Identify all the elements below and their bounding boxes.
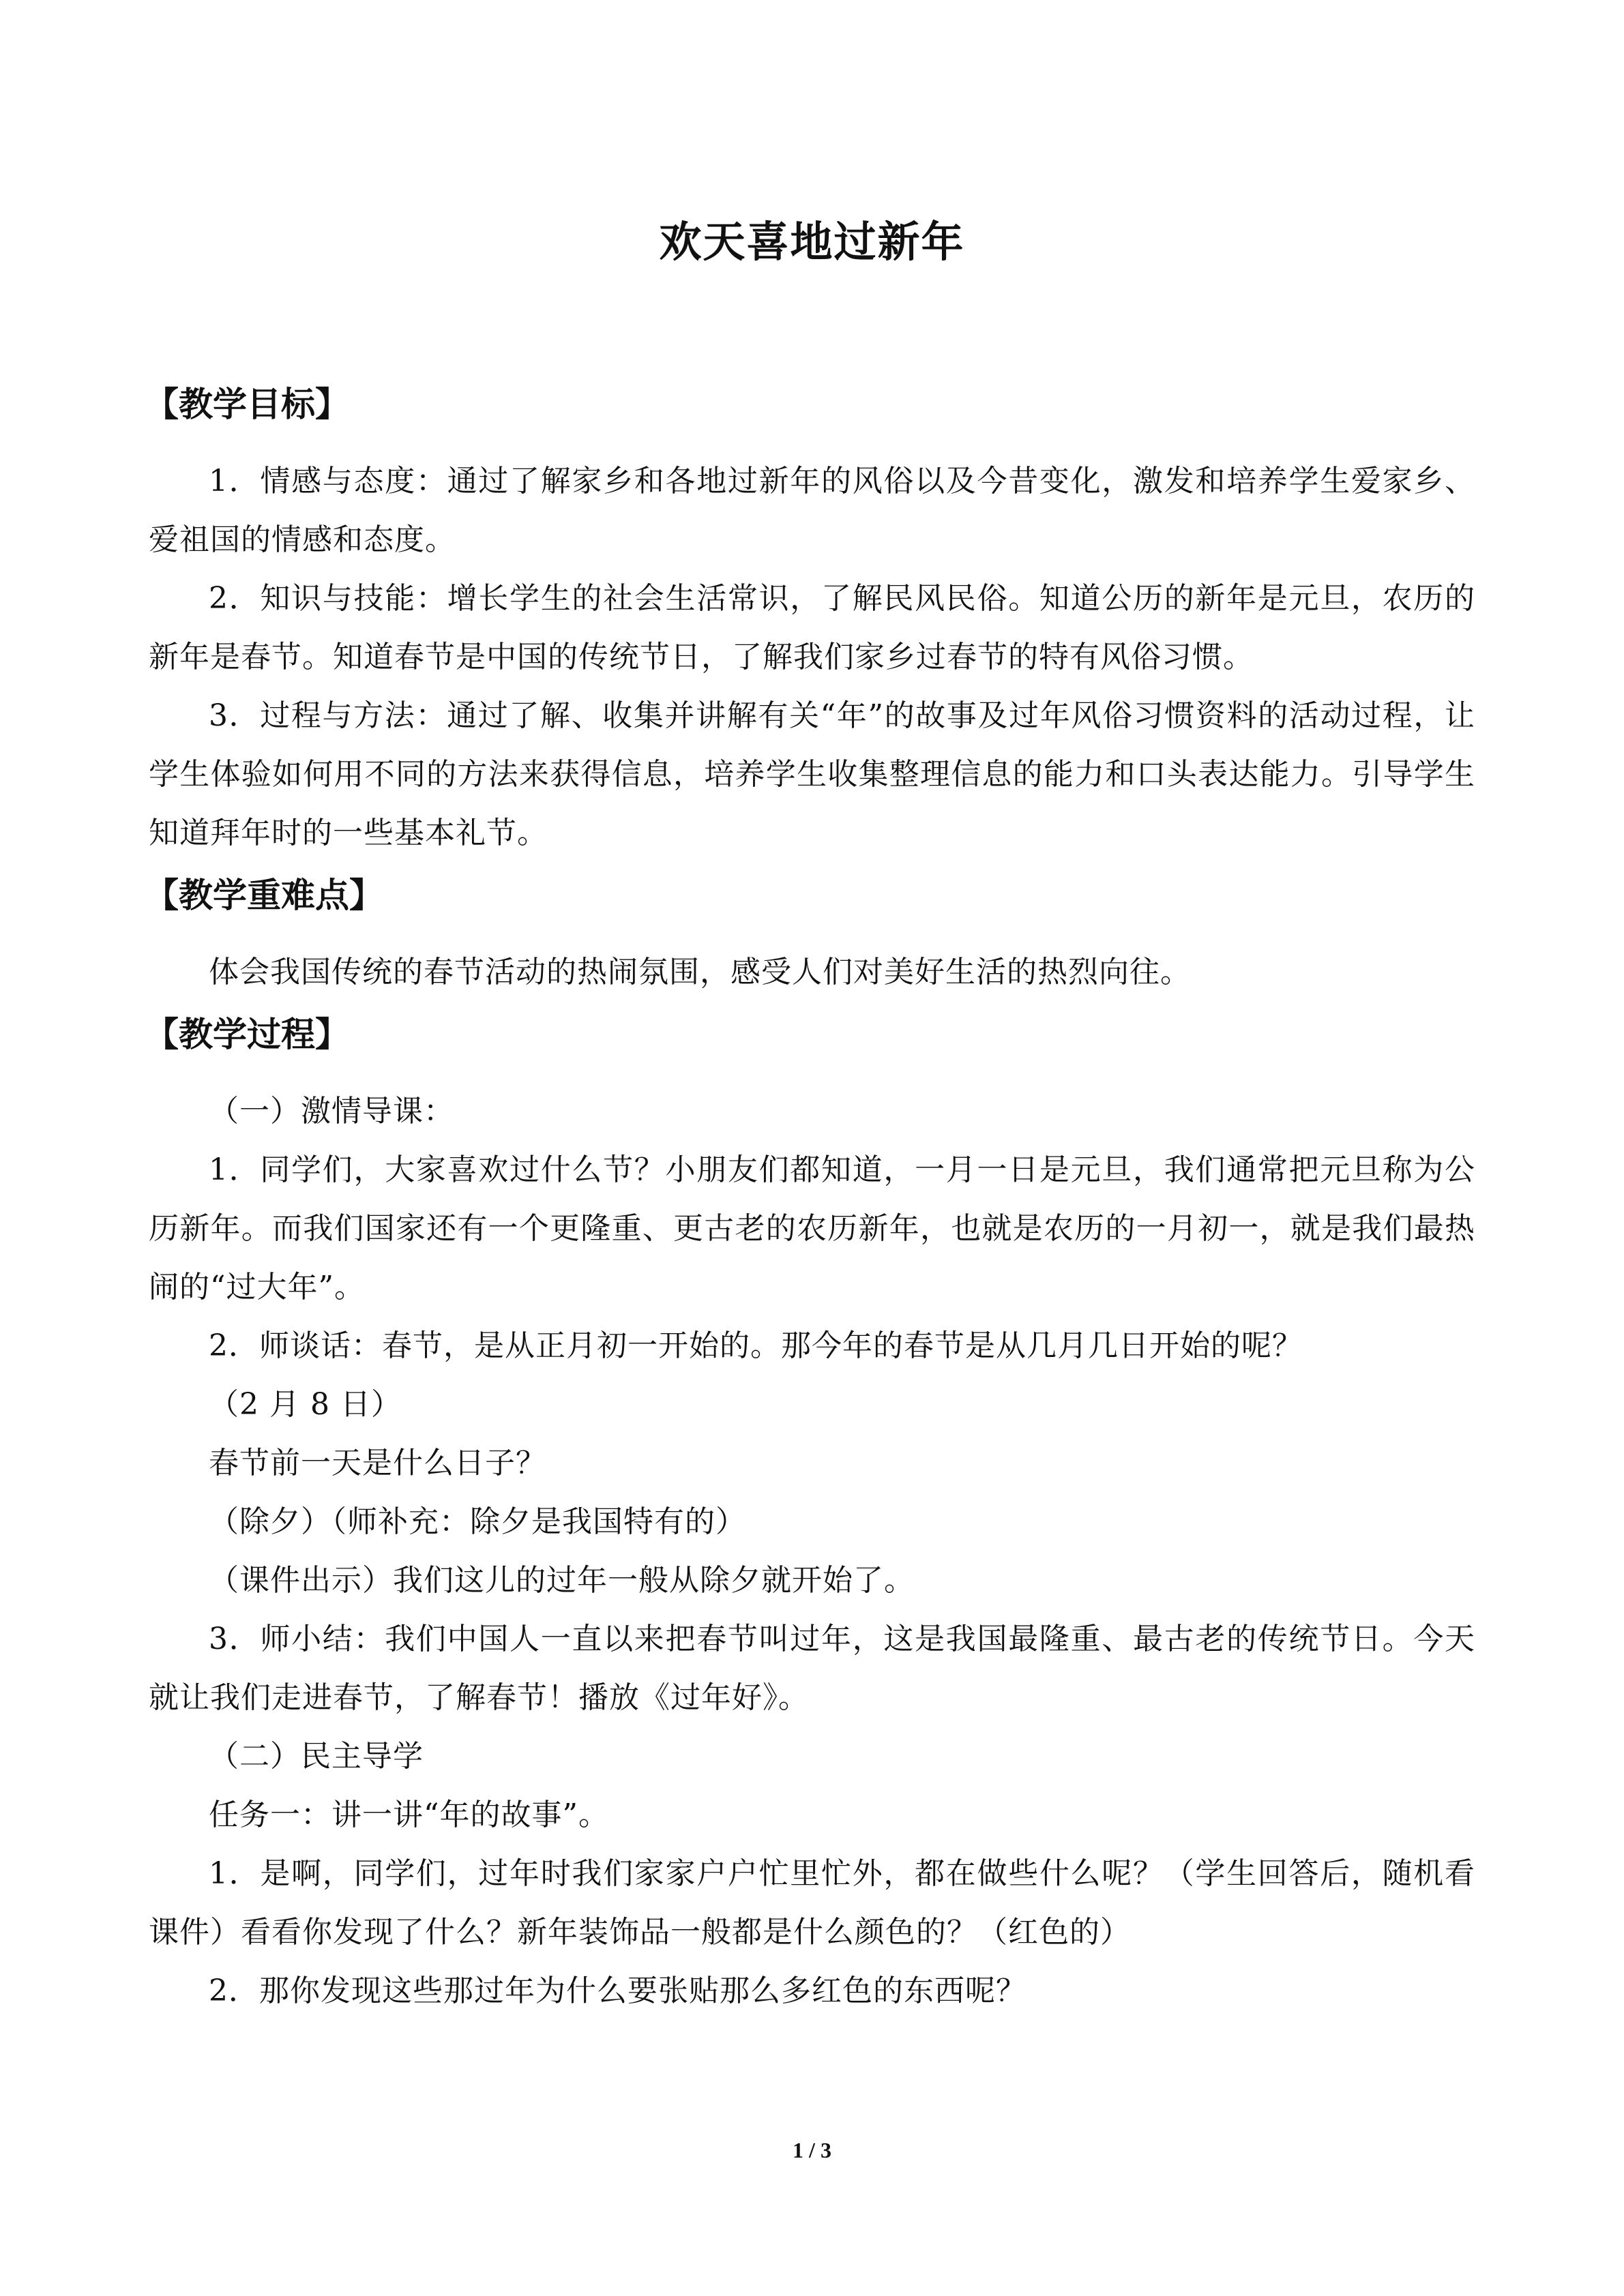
process-paragraph: 1．同学们，大家喜欢过什么节？小朋友们都知道，一月一日是元旦，我们通常把元旦称为公历新年。而我们国家还有一个更隆重、更古老的农历新年，也就是农历的一月初一，就是我们最热闹的“过大年”。 [149, 1152, 1475, 1304]
process-paragraph: （课件出示）我们这儿的过年一般从除夕就开始了。 [209, 1563, 915, 1598]
goals-paragraph: 3．过程与方法：通过了解、收集并讲解有关“年”的故事及过年风俗习惯资料的活动过程，让学生体验如何用不同的方法来获得信息，培养学生收集整理信息的能力和口头表达能力。引导学生知道拜年时的一些基本礼节。 [149, 698, 1475, 850]
process-paragraph: （一）激情导课： [209, 1094, 454, 1129]
section-heading-key-points: 【教学重难点】 [145, 875, 383, 915]
process-paragraph: （除夕）（师补充：除夕是我国特有的） [209, 1504, 746, 1539]
process-paragraph: 1．是啊，同学们，过年时我们家家户户忙里忙外，都在做些什么呢？（学生回答后，随机看课件）看看你发现了什么？新年装饰品一般都是什么颜色的？（红色的） [149, 1856, 1475, 1950]
process-paragraph: 任务一：讲一讲“年的故事”。 [209, 1798, 609, 1832]
page-number: 1 / 3 [793, 2138, 831, 2162]
section-heading-process: 【教学过程】 [145, 1014, 349, 1054]
process-paragraph: 2．师谈话：春节，是从正月初一开始的。那今年的春节是从几月几日开始的呢？ [209, 1328, 1303, 1363]
goals-paragraph: 2．知识与技能：增长学生的社会生活常识，了解民风民俗。知道公历的新年是元旦，农历的新年是春节。知道春节是中国的传统节日，了解我们家乡过春节的特有风俗习惯。 [149, 581, 1475, 674]
process-paragraph: 2．那你发现这些那过年为什么要张贴那么多红色的东西呢？ [209, 1973, 1027, 2008]
process-paragraph: （2 月 8 日） [209, 1387, 402, 1422]
document-body [145, 378, 1475, 2021]
process-paragraph: （二）民主导学 [209, 1739, 424, 1774]
process-paragraph: 3．师小结：我们中国人一直以来把春节叫过年，这是我国最隆重、最古老的传统节日。今天就让我们走进春节，了解春节！播放《过年好》。 [149, 1622, 1475, 1715]
section-heading-goals: 【教学目标】 [145, 384, 349, 424]
key-points-paragraph: 体会我国传统的春节活动的热闹氛围，感受人们对美好生活的热烈向往。 [209, 955, 1191, 989]
page-title: 欢天喜地过新年 [659, 217, 965, 267]
process-paragraph: 春节前一天是什么日子？ [209, 1446, 546, 1480]
goals-paragraph: 1．情感与态度：通过了解家乡和各地过新年的风俗以及今昔变化，激发和培养学生爱家乡、爱祖国的情感和态度。 [149, 464, 1475, 557]
